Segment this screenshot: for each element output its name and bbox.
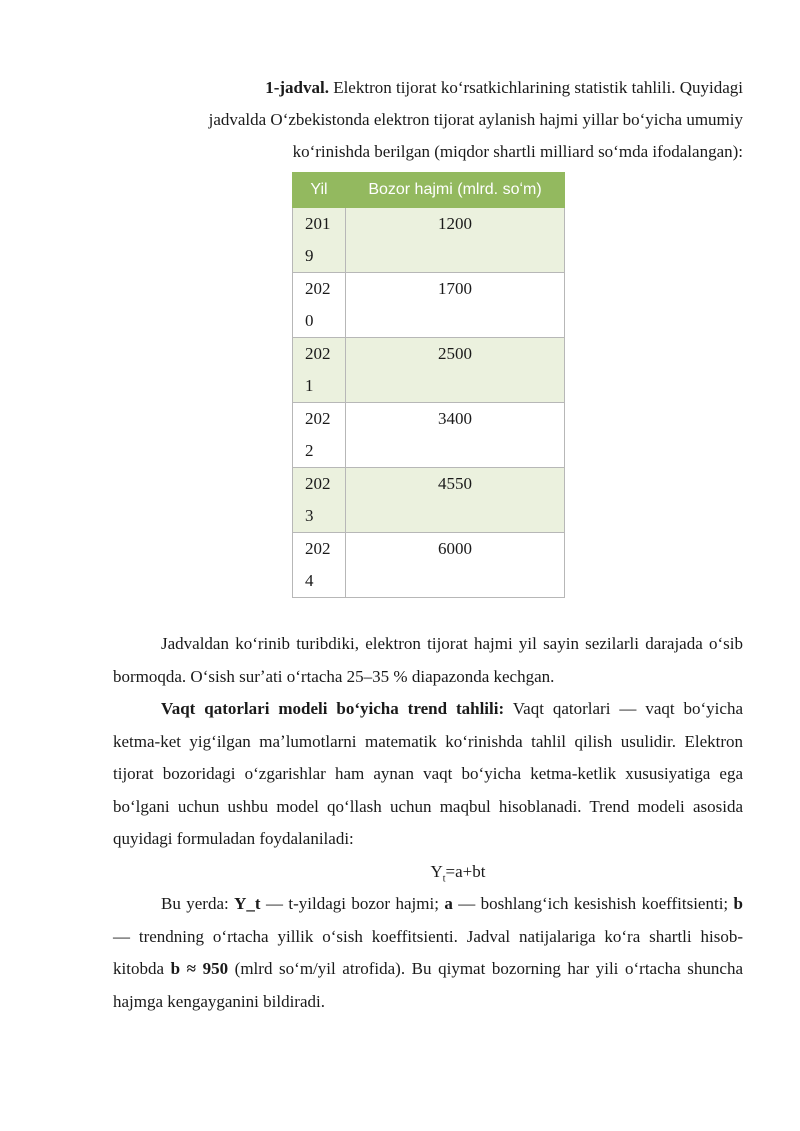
year-cell: 2022: [293, 403, 346, 468]
caption-label: 1-jadval.: [265, 78, 329, 97]
table-row: [293, 533, 565, 598]
formula-y: Y: [430, 862, 443, 881]
paragraph-growth: Jadvaldan koʻrinib turibdiki, elektron tijorat hajmi yil sayin sezilarli darajada oʻsib bormoqda. Oʻsish surʼati oʻrtacha 25–35 % diapazonda kechgan.: [113, 634, 743, 686]
table-row: [293, 338, 565, 403]
value-cell: 2500: [346, 338, 565, 403]
year-cell: 2023: [293, 468, 346, 533]
explanation-term-yt: Y_t: [234, 894, 261, 913]
explanation-text-5: (mlrd soʻm/yil atrofida). Bu qiymat bozorning har yili oʻrtacha shuncha hajmga kengayganini bildiradi.: [113, 959, 743, 1011]
table-header-row: [293, 173, 565, 208]
year-cell: 2024: [293, 533, 346, 598]
explanation-text-2: — t-yildagi bozor hajmi;: [260, 894, 445, 913]
explanation-term-b: b: [733, 894, 744, 913]
year-cell: 2019: [293, 208, 346, 273]
paragraph-trend-text: Vaqt qatorlari — vaqt boʻyicha ketma-ket yigʻilgan maʼlumotlarni matematik koʻrinishda tahlil qilish usulidir. Elektron tijorat bozoridagi oʻzgarishlar ham aynan vaqt boʻyicha ketma-ketlik xususiyatiga ega boʻlgani uchun ushbu model qoʻllash uchun maqbul hisoblanadi. Trend modeli asosida quyidagi formuladan foydalaniladi:: [113, 699, 743, 848]
value-cell: 6000: [346, 533, 565, 598]
caption-line-1: [113, 72, 743, 104]
caption-line-1-text: Elektron tijorat koʻrsatkichlarining statistik tahlili. Quyidagi: [328, 78, 743, 97]
paragraph-explanation: [113, 888, 743, 1018]
table-row: [293, 403, 565, 468]
table-row: [293, 468, 565, 533]
value-cell: 1200: [346, 208, 565, 273]
table-caption: [113, 72, 743, 168]
header-year: Yil: [293, 173, 346, 208]
paragraph-trend-analysis: [113, 693, 743, 856]
explanation-text-4: — trendning oʻrtacha yillik oʻsish koeffitsienti. Jadval natijalariga koʻra shartli hisob-kitobda: [113, 926, 743, 978]
explanation-term-b-value: b ≈ 950: [170, 959, 229, 978]
header-market-volume: Bozor hajmi (mlrd. soʻm): [346, 173, 565, 208]
year-cell: 2020: [293, 273, 346, 338]
ecommerce-volume-table: [292, 172, 565, 598]
value-cell: 4550: [346, 468, 565, 533]
table-row: [293, 208, 565, 273]
formula-subscript: t: [442, 873, 446, 885]
caption-line-2: jadvalda Oʻzbekistonda elektron tijorat aylanish hajmi yillar boʻyicha umumiy: [208, 110, 743, 129]
explanation-text-1: Bu yerda:: [161, 894, 235, 913]
paragraph-trend-heading: Vaqt qatorlari modeli boʻyicha trend tahlili:: [161, 699, 505, 718]
value-cell: 3400: [346, 403, 565, 468]
formula-rest: =a+bt: [445, 862, 486, 881]
caption-line-3: koʻrinishda berilgan (miqdor shartli milliard soʻmda ifodalangan):: [292, 142, 743, 161]
year-cell: 2021: [293, 338, 346, 403]
explanation-term-a: a: [444, 894, 453, 913]
explanation-text-3: — boshlangʻich kesishish koeffitsienti;: [452, 894, 734, 913]
value-cell: 1700: [346, 273, 565, 338]
table-row: [293, 273, 565, 338]
